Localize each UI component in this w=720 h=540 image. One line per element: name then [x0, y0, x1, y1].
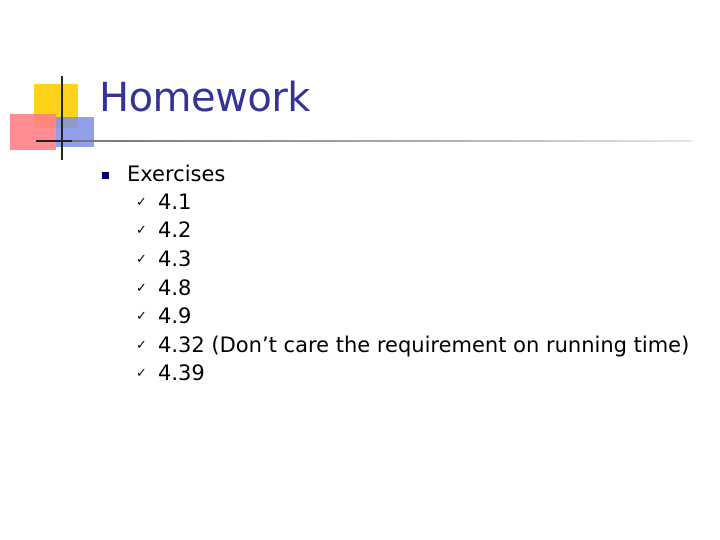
list-item: [136, 360, 689, 389]
check-icon: ✓: [136, 280, 147, 296]
check-icon: ✓: [136, 251, 147, 267]
list-item: [136, 274, 689, 303]
check-icon: ✓: [136, 337, 147, 353]
list-item-label: 4.39: [158, 361, 205, 386]
check-icon: ✓: [136, 223, 147, 239]
title-decoration-red-square: [10, 114, 56, 150]
list-item-label: 4.3: [158, 246, 192, 271]
title-underline: [72, 140, 692, 142]
list-item-label: 4.9: [158, 304, 192, 329]
list-item-label: 4.1: [158, 189, 192, 214]
check-icon: ✓: [136, 309, 147, 325]
square-bullet-icon: [102, 172, 109, 179]
list-item-label: 4.2: [158, 218, 192, 243]
slide-title: Homework: [99, 75, 310, 121]
list-item: [136, 245, 689, 274]
list-item: [136, 188, 689, 217]
list-item: [136, 331, 689, 360]
list-item-label: 4.8: [158, 275, 192, 300]
check-icon: ✓: [136, 366, 147, 382]
list-item-label: 4.32 (Don’t care the requirement on running time): [158, 332, 690, 357]
title-decoration-vertical-line: [61, 76, 63, 160]
bullet-exercises: Exercises: [127, 162, 226, 186]
list-item: [136, 217, 689, 246]
list-item: [136, 302, 689, 331]
exercise-list: [136, 188, 689, 388]
check-icon: ✓: [136, 194, 147, 210]
